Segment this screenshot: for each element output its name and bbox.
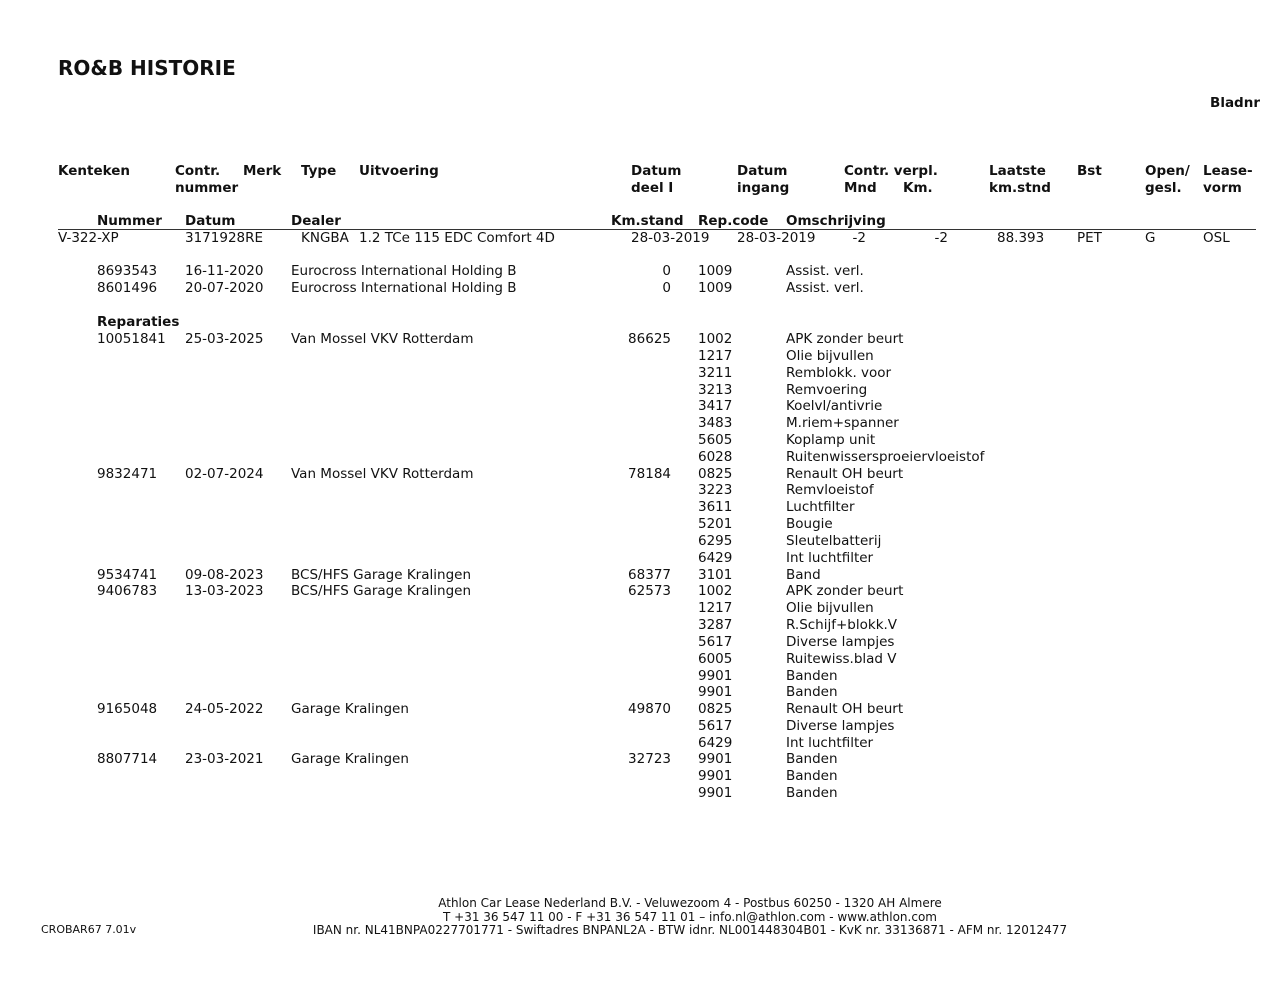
repair-nummer: 9832471 [97,466,158,482]
row-code: 1009 [698,280,733,296]
repair-omschrijving: Int luchtfilter [786,550,874,566]
repair-code: 3417 [698,398,733,414]
repair-code: 3213 [698,382,733,398]
repair-code: 3211 [698,365,733,381]
col-uitvoering: Uitvoering [359,163,439,179]
col-datum-deel1: Datum [631,163,682,179]
repair-dealer: Garage Kralingen [291,751,409,767]
col-lease: Lease- [1203,163,1253,179]
col-datum-ingang: Datum [737,163,788,179]
row-dealer: Eurocross International Holding B [291,263,517,279]
repair-omschrijving: APK zonder beurt [786,583,904,599]
col-km: Km. [903,180,933,196]
repair-code: 9901 [698,668,733,684]
repair-code: 6429 [698,735,733,751]
repair-omschrijving: Remblokk. voor [786,365,892,381]
col-bst: Bst [1077,163,1102,179]
vehicle-leasevorm: OSL [1203,230,1230,246]
repair-code: 1002 [698,331,733,347]
repair-omschrijving: Banden [786,668,838,684]
repair-nummer: 9534741 [97,567,158,583]
repair-dealer: Van Mossel VKV Rotterdam [291,466,474,482]
repair-omschrijving: Int luchtfilter [786,735,874,751]
repair-omschrijving: Bougie [786,516,833,532]
repair-omschrijving: Koplamp unit [786,432,876,448]
repair-omschrijving: APK zonder beurt [786,331,904,347]
page-title: RO&B HISTORIE [58,56,236,80]
repair-code: 0825 [698,701,733,717]
repair-omschrijving: Koelvl/antivrie [786,398,883,414]
repair-omschrijving: Banden [786,768,838,784]
col-kmstand: Km.stand [611,213,684,229]
repair-omschrijving: Luchtfilter [786,499,855,515]
repair-code: 0825 [698,466,733,482]
col-contr: Contr. [175,163,221,179]
repair-nummer: 9406783 [97,583,158,599]
col-gesl: gesl. [1145,180,1182,196]
repair-omschrijving: Banden [786,751,838,767]
row-omschrijving: Assist. verl. [786,263,864,279]
repair-omschrijving: Ruitewiss.blad V [786,651,897,667]
repair-omschrijving: Sleutelbatterij [786,533,882,549]
repair-code: 9901 [698,684,733,700]
repair-omschrijving: Ruitenwissersproeiervloeistof [786,449,985,465]
repair-omschrijving: Renault OH beurt [786,701,904,717]
reparaties-heading: Reparaties [97,314,180,330]
vehicle-datum-deel1: 28-03-2019 [631,230,710,246]
repair-code: 1217 [698,600,733,616]
row-km: 0 [662,280,671,296]
repair-code: 6429 [698,550,733,566]
col-contr-verpl: Contr. verpl. [844,163,938,179]
repair-omschrijving: Banden [786,684,838,700]
col-mnd: Mnd [844,180,877,196]
footer-bank: IBAN nr. NL41BNPA0227701771 - Swiftadres BNPANL2A - BTW idnr. NL001448304B01 - KvK nr. 33136871 - AFM nr. 12012477 [312,923,1068,937]
repair-omschrijving: Diverse lampjes [786,634,895,650]
col-nummer: Nummer [97,213,162,229]
repair-omschrijving: Band [786,567,821,583]
repair-omschrijving: R.Schijf+blokk.V [786,617,898,633]
repair-nummer: 9165048 [97,701,158,717]
repair-omschrijving: Remvoering [786,382,868,398]
col-datum: Datum [185,213,236,229]
repair-omschrijving: Olie bijvullen [786,348,874,364]
vehicle-km: -2 [934,230,948,246]
repair-code: 5617 [698,634,733,650]
col-vorm: vorm [1203,180,1242,196]
repair-datum: 13-03-2023 [185,583,264,599]
vehicle-merk: KNGBA [301,230,349,246]
vehicle-laatste-km: 88.393 [997,230,1045,246]
repair-omschrijving: Banden [786,785,838,801]
col-dealer: Dealer [291,213,341,229]
repair-datum: 09-08-2023 [185,567,264,583]
repair-nummer: 8807714 [97,751,158,767]
col-kenteken: Kenteken [58,163,130,179]
footer-contact: T +31 36 547 11 00 - F +31 36 547 11 01 – info.nl@athlon.com - www.athlon.com [443,910,937,924]
vehicle-contract: 3171928RE [185,230,264,246]
repair-omschrijving: Remvloeistof [786,482,874,498]
version-code: CROBAR67 7.01v [41,923,137,936]
repair-km: 86625 [628,331,671,347]
col-kmstnd: km.stnd [989,180,1051,196]
col-laatste: Laatste [989,163,1046,179]
col-omschrijving: Omschrijving [786,213,886,229]
vehicle-kenteken: V-322-XP [58,230,119,246]
col-open: Open/ [1145,163,1190,179]
repair-datum: 24-05-2022 [185,701,264,717]
row-nummer: 8601496 [97,280,158,296]
repair-km: 49870 [628,701,671,717]
row-code: 1009 [698,263,733,279]
repair-omschrijving: Renault OH beurt [786,466,904,482]
row-km: 0 [662,263,671,279]
repair-datum: 23-03-2021 [185,751,264,767]
repair-dealer: BCS/HFS Garage Kralingen [291,567,471,583]
repair-omschrijving: Diverse lampjes [786,718,895,734]
repair-nummer: 10051841 [97,331,166,347]
repair-km: 62573 [628,583,671,599]
footer-address: Athlon Car Lease Nederland B.V. - Veluwezoom 4 - Postbus 60250 - 1320 AH Almere [438,896,942,910]
repair-code: 9901 [698,751,733,767]
repair-code: 6005 [698,651,733,667]
row-datum: 20-07-2020 [185,280,264,296]
bladnr-label: Bladnr [1210,95,1260,111]
repair-code: 9901 [698,768,733,784]
repair-dealer: Van Mossel VKV Rotterdam [291,331,474,347]
repair-km: 68377 [628,567,671,583]
repair-code: 3287 [698,617,733,633]
repair-km: 32723 [628,751,671,767]
repair-code: 6028 [698,449,733,465]
repair-omschrijving: M.riem+spanner [786,415,899,431]
col-deel1: deel I [631,180,674,196]
repair-code: 5617 [698,718,733,734]
row-dealer: Eurocross International Holding B [291,280,517,296]
repair-code: 6295 [698,533,733,549]
vehicle-bst: PET [1077,230,1102,246]
repair-dealer: BCS/HFS Garage Kralingen [291,583,471,599]
repair-dealer: Garage Kralingen [291,701,409,717]
repair-code: 9901 [698,785,733,801]
col-repcode: Rep.code [698,213,769,229]
row-nummer: 8693543 [97,263,158,279]
repair-code: 3223 [698,482,733,498]
vehicle-datum-ingang: 28-03-2019 [737,230,816,246]
col-merk: Merk [243,163,282,179]
repair-omschrijving: Olie bijvullen [786,600,874,616]
row-datum: 16-11-2020 [185,263,264,279]
repair-code: 5605 [698,432,733,448]
vehicle-mnd: -2 [852,230,866,246]
repair-code: 3483 [698,415,733,431]
repair-datum: 02-07-2024 [185,466,264,482]
repair-code: 3101 [698,567,733,583]
col-contr-nummer: nummer [175,180,239,196]
repair-code: 5201 [698,516,733,532]
row-omschrijving: Assist. verl. [786,280,864,296]
col-type: Type [301,163,337,179]
repair-code: 1002 [698,583,733,599]
vehicle-uitvoering: 1.2 TCe 115 EDC Comfort 4D [359,230,555,246]
repair-code: 1217 [698,348,733,364]
vehicle-open-gesl: G [1145,230,1156,246]
repair-datum: 25-03-2025 [185,331,264,347]
repair-km: 78184 [628,466,671,482]
col-ingang: ingang [737,180,790,196]
repair-code: 3611 [698,499,733,515]
